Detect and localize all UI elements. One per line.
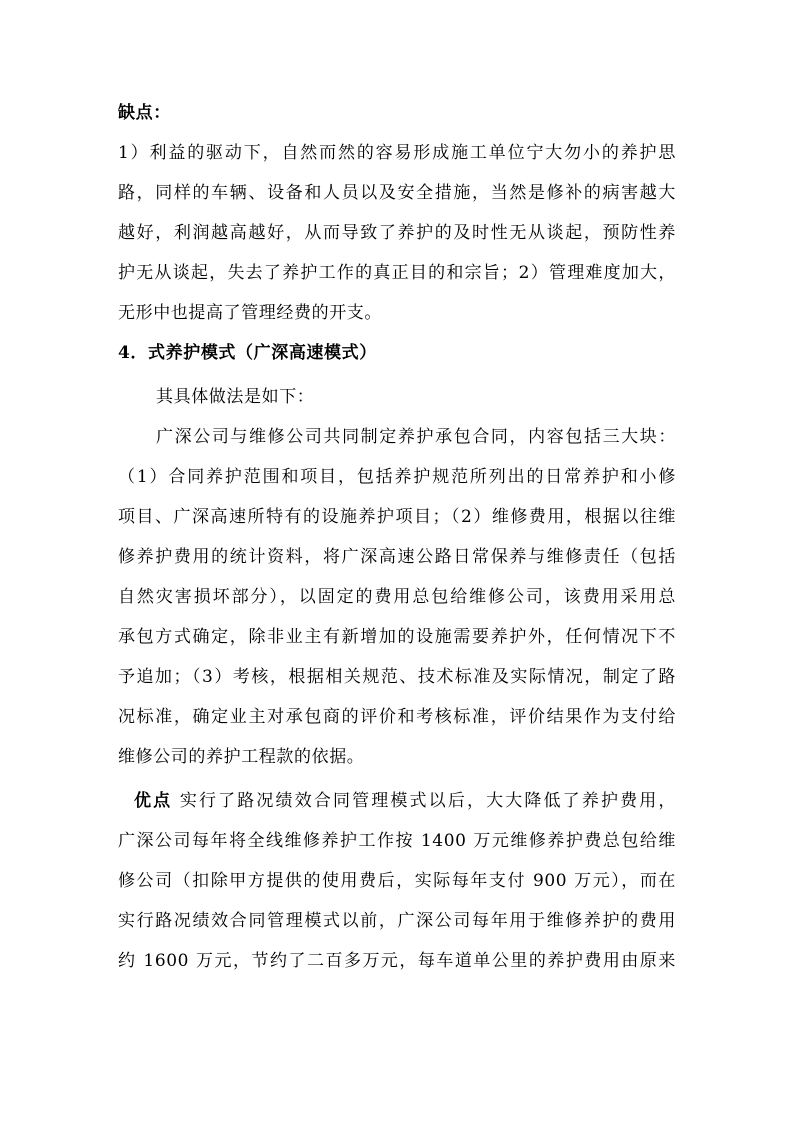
advantages-line [118, 788, 676, 828]
paragraph-line: 约 1600 万元，节约了二百多万元，每车道单公里的养护费用由原来 [118, 951, 676, 971]
paragraph-line: 路，同样的车辆、设备和人员以及安全措施，当然是修补的病害越大 [118, 183, 676, 203]
paragraph-line: 修养护费用的统计资料，将广深高速公路日常保养与维修责任（包括 [118, 547, 676, 567]
paragraph-line: 无形中也提高了管理经费的开支。 [118, 303, 382, 323]
paragraph-line: 广深公司每年将全线维修养护工作按 1400 万元维修养护费总包给维 [118, 831, 676, 851]
paragraph-line: 1）利益的驱动下，自然而然的容易形成施工单位宁大勿小的养护思 [118, 143, 676, 163]
paragraph-line: 越好，利润越高越好，从而导致了养护的及时性无从谈起，预防性养 [118, 223, 676, 243]
advantages-label: 优点 [134, 791, 173, 811]
paragraph-line: （1）合同养护范围和项目，包括养护规范所列出的日常养护和小修 [118, 467, 676, 487]
paragraph-line: 维修公司的养护工程款的依据。 [118, 747, 365, 767]
paragraph-line: 况标准，确定业主对承包商的评价和考核标准，评价结果作为支付给 [118, 707, 676, 727]
drawbacks-heading: 缺点： [118, 103, 171, 123]
paragraph-line: 承包方式确定，除非业主有新增加的设施需要养护外，任何情况下不 [118, 627, 676, 647]
paragraph-line: 自然灾害损坏部分），以固定的费用总包给维修公司，该费用采用总 [118, 587, 676, 607]
intro-line: 其具体做法是如下： [156, 387, 315, 407]
paragraph-line: 实行路况绩效合同管理模式以前，广深公司每年用于维修养护的费用 [118, 911, 676, 931]
paragraph-line: 护无从谈起，失去了养护工作的真正目的和宗旨；2）管理难度加大， [118, 263, 676, 283]
paragraph-line: 修公司（扣除甲方提供的使用费后，实际每年支付 900 万元），而在 [118, 871, 676, 891]
paragraph-line: 予追加；（3）考核，根据相关规范、技术标准及实际情况，制定了路 [118, 667, 676, 687]
paragraph-line: 项目、广深高速所特有的设施养护项目；（2）维修费用，根据以往维 [118, 507, 676, 527]
advantages-text: 实行了路况绩效合同管理模式以后，大大降低了养护费用， [179, 791, 676, 811]
section-heading: 4．式养护模式（广深高速模式） [118, 343, 377, 363]
paragraph-line: 广深公司与维修公司共同制定养护承包合同，内容包括三大块： [156, 427, 676, 447]
